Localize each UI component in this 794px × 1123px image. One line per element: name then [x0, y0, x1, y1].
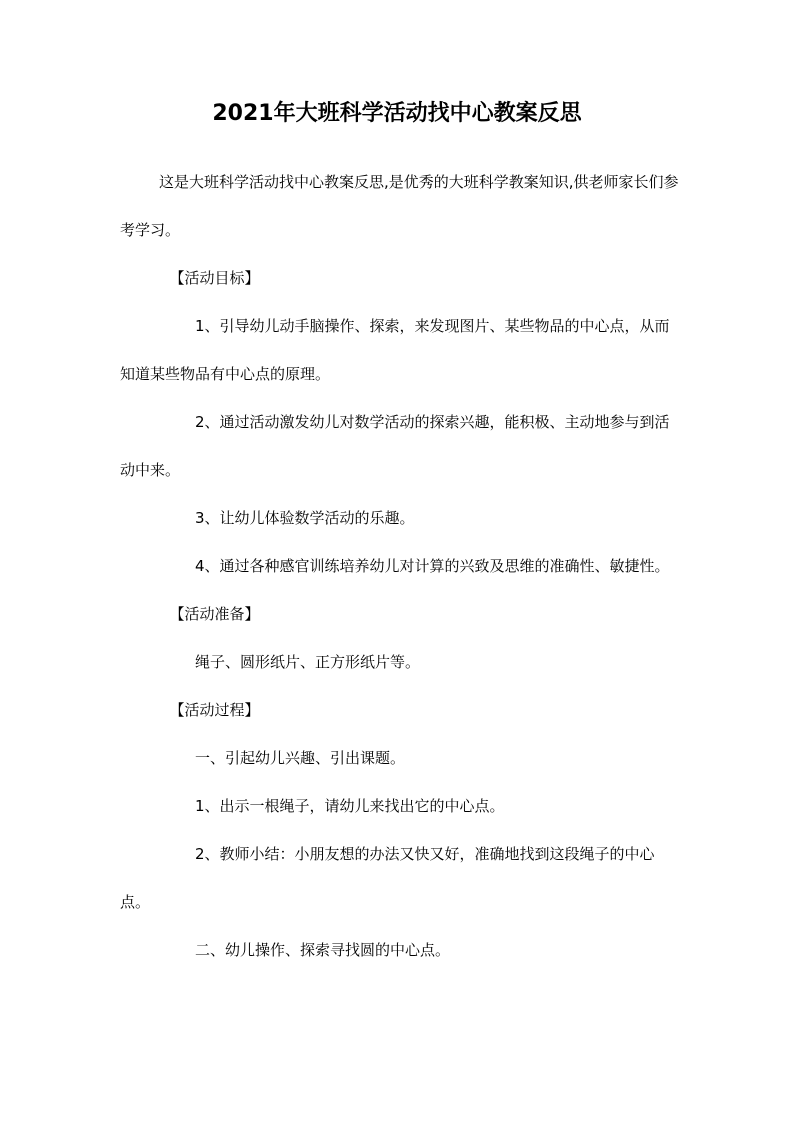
- goal-item-3: 3、让幼儿体验数学活动的乐趣。: [195, 509, 415, 527]
- process-substep-2: 2、教师小结：小朋友想的办法又快又好，准确地找到这段绳子的中心点。: [120, 845, 655, 911]
- goal-item-4: 4、通过各种感官训练培养幼儿对计算的兴致及思维的准确性、敏捷性。: [195, 557, 670, 575]
- document-title: 2021年大班科学活动找中心教案反思: [212, 101, 582, 126]
- section-heading-goals: 【活动目标】: [169, 269, 260, 287]
- document-body: [120, 158, 680, 974]
- preparation-text: 绳子、圆形纸片、正方形纸片等。: [195, 653, 421, 671]
- section-heading-process: 【活动过程】: [169, 701, 260, 719]
- section-heading-preparation: 【活动准备】: [169, 605, 260, 623]
- goal-item-1: 1、引导幼儿动手脑操作、探索，来发现图片、某些物品的中心点，从而知道某些物品有中心点的原理。: [120, 317, 670, 383]
- goal-item-2: 2、通过活动激发幼儿对数学活动的探索兴趣，能积极、主动地参与到活动中来。: [120, 413, 670, 479]
- intro-paragraph: 这是大班科学活动找中心教案反思,是优秀的大班科学教案知识,供老师家长们参考学习。: [120, 173, 679, 239]
- process-step-1: 一、引起幼儿兴趣、引出课题。: [195, 749, 406, 767]
- process-step-2: 二、幼儿操作、探索寻找圆的中心点。: [195, 941, 451, 959]
- process-substep-1: 1、出示一根绳子，请幼儿来找出它的中心点。: [195, 797, 505, 815]
